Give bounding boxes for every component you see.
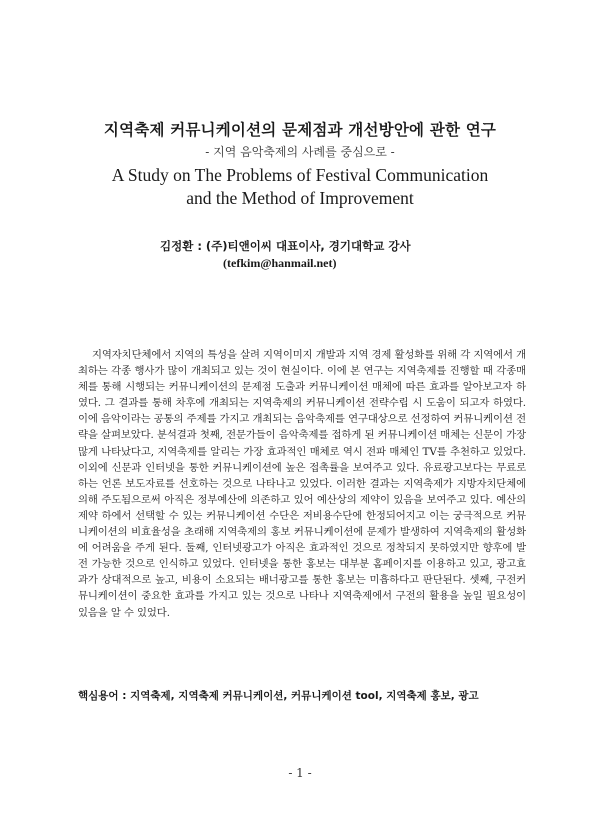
keywords: 핵심용어 : 지역축제, 지역축제 커뮤니케이션, 커뮤니케이션 tool, 지역축제 홍보, 광고 [78, 690, 479, 702]
paper-title-english-line2: and the Method of Improvement [186, 188, 414, 208]
author-email: (tefkim@hanmail.net) [223, 256, 337, 270]
abstract-paragraph: 지역자치단체에서 지역의 특성을 살려 지역이미지 개발과 지역 경제 활성화를 위해 각 지역에서 개최하는 각종 행사가 많이 개최되고 있는 것이 현실이다. 이에 본 연구는 지역축제를 진행할 때 각종매체를 통해 시행되는 커뮤니케이션의 문제점 도출과 커뮤니케이션 매체에 따른 효과를 알아보고자 하였다. 그 결과를 통해 차후에 개최되는 지역축제의 커뮤니케이션 전략수립 시 도움이 되고자 하였다. 이에 음악이라는 공통의 주제를 가지고 개최되는 음악축제를 연구대상으로 선정하여 커뮤니케이션 전략을 살펴보았다. 분석결과 첫째, 전문가들이 음악축제를 접하게 된 커뮤니케이션 매체는 신문이 가장 많게 나타났다고, 지역축제를 알리는 가장 효과적인 매체로 역시 전파 매체인 TV를 추천하고 있었다. 이외에 신문과 인터넷을 통한 커뮤니케이션에 높은 접촉률을 보여주고 있다. 유료광고보다는 무료로 하는 언론 보도자료를 선호하는 것으로 나타나고 있었다. 이러한 결과는 지역축제가 지방자치단체에 의해 주도됨으로써 아직은 정부예산에 의존하고 있어 예산상의 제약이 있음을 보여주고 있다. 예산의 제약 하에서 선택할 수 있는 커뮤니케이션 수단은 저비용수단에 한정되어지고 이는 궁극적으로 커뮤니케이션의 비효율성을 초래해 지역축제의 홍보 커뮤니케이션에 문제가 발생하여 지역축제의 활성화에 어려움을 주게 된다. 둘째, 인터넷광고가 아직은 효과적인 것으로 정착되지 못하였지만 향후에 발전 가능한 것으로 인식하고 있었다. 인터넷을 통한 홍보는 대부분 홈페이지를 이용하고 있고, 광고효과가 상대적으로 높고, 비용이 소요되는 배너광고를 통한 홍보는 미흡하다고 판단된다. 셋째, 구전커뮤니케이션이 중요한 효과를 가지고 있는 것으로 나타나 지역축제에서 구전의 활용을 높일 필요성이 있음을 알 수 있었다. [78, 349, 526, 619]
paper-title-english-line1: A Study on The Problems of Festival Communication [111, 165, 489, 185]
abstract [78, 347, 526, 621]
page-number: - 1 - [288, 766, 312, 780]
paper-title-korean: 지역축제 커뮤니케이션의 문제점과 개선방안에 관한 연구 [103, 121, 497, 139]
paper-subtitle-korean: - 지역 음악축제의 사례를 중심으로 - [205, 145, 395, 159]
paper-title-english [0, 164, 600, 210]
author-affiliation: 김정환 : (주)티앤이씨 대표이사, 경기대학교 강사 [160, 239, 411, 253]
